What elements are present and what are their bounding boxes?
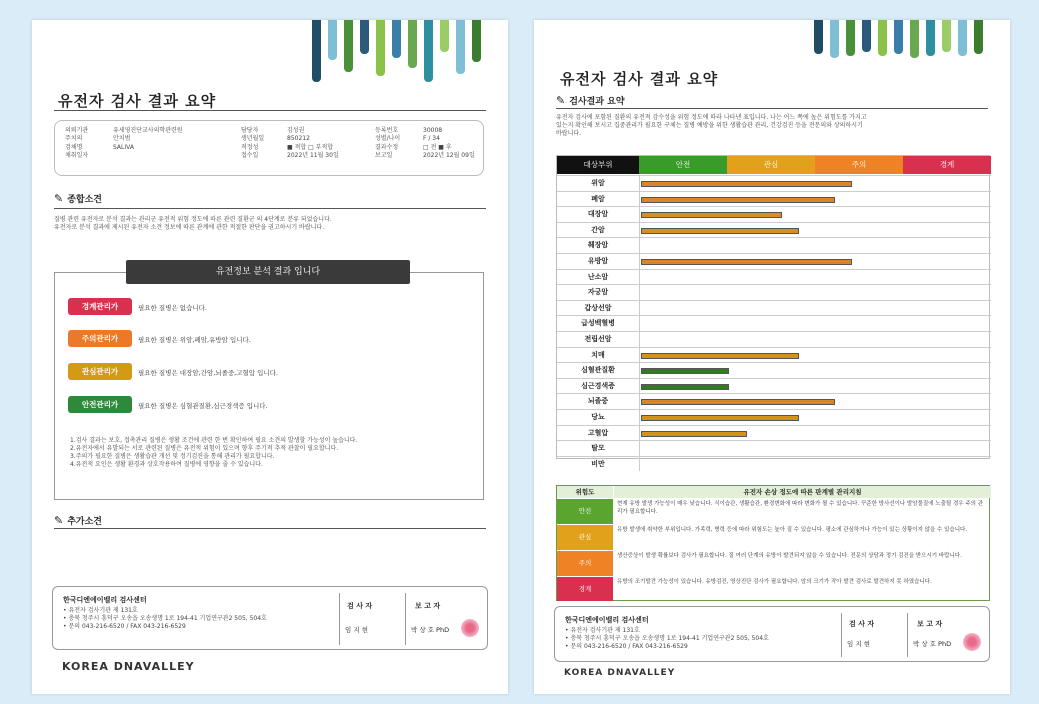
legend-interest: 관심 [727,156,815,174]
footer-org: 한국디엔에이밸리 검사센터 [565,616,649,624]
chart-row [557,191,991,207]
risk-chart [556,155,990,468]
chart-bar [641,212,782,218]
chart-row-label: 위암 [591,179,605,187]
footer-line: • 충북 청주시 흥덕구 오송읍 오송생명 1로 194-41 기업연구관2 505, 504호 [63,615,267,622]
info-label: 적정성 [241,143,259,151]
grade-badge-safe: 안전관리가 [68,396,132,413]
pen-icon: ✎ [54,192,64,205]
mgmt-text: 유방의 조기발견 가능성이 있습니다. 유방검진, 영상진단 검사가 필요합니다. 암의 크기가 작아 발견 검사로 발견하지 못 하였습니다. [617,579,932,585]
info-label: 채취일자 [65,152,89,160]
chart-row-label: 당뇨 [591,413,605,421]
chart-row-label: 고혈압 [587,428,609,437]
page-title: 유전자 검사 결과 요약 [560,70,719,88]
decor-bars [308,20,508,90]
info-value: 유세영진단교사의학관련원 [113,127,183,134]
chart-row-label: 자궁암 [587,288,609,297]
chart-row [557,269,991,285]
chart-row-label: 간암 [591,225,605,234]
chart-bar [641,353,799,359]
patient-info-box [54,120,484,176]
info-value: 김성권 [287,127,305,134]
footer-line: • 유전자 검사기관 제 131호 [63,607,138,614]
info-col2-values [287,127,339,161]
mgmt-text: 생산증상이 발생 확률보다 검사가 필요합니다. 질 여러 단계의 유방이 발견되지 않을 수 있습니다. 전문의 상담과 정기 검진을 받으시기 바랍니다. [617,553,962,559]
legend-target: 대상부위 [557,156,639,174]
info-value [113,152,183,160]
mgmt-label-interest: 관심 [557,525,613,550]
info-value: □ 전 ■ 후 [423,143,452,151]
chart-row [557,378,991,394]
mgmt-text: 현재 유방 발생 가능성이 매우 낮습니다. 식이습관, 생활습관, 환경변화에 따라 변화가 될 수 있습니다. 꾸준한 방사선이나 발암물질에 노출될 경우 주의 관리가 필요합니다. [617,501,984,515]
grade-desc: 필요한 질병은 대장암,간암,뇌졸중,고혈압 입니다. [138,369,279,377]
management-table [556,485,990,601]
chart-row-label: 비만 [591,459,605,468]
mgmt-label-safe: 안전 [557,499,613,524]
chart-row-divider [639,363,640,378]
chart-row [557,175,991,191]
reporter-name: 박 상 호 PhD [913,640,952,648]
chart-row-divider [639,332,640,347]
grade-desc: 필요한 질병은 심혈관질환,심근경색증 입니다. [138,402,268,410]
grade-badge-caution: 주의관리가 [68,330,132,347]
report-page-2 [534,20,1010,694]
report-page-1 [32,20,508,694]
legend-caution: 주의 [815,156,903,174]
mgmt-header-risk: 위험도 [557,486,613,498]
divider [54,110,486,111]
chart-row-label: 대장암 [587,210,609,219]
notes-list [70,437,470,469]
chart-row [557,300,991,316]
chart-row [557,393,991,409]
chart-row [557,253,991,269]
chart-row-divider [639,176,640,191]
mgmt-header-guide: 유전자 손상 정도에 따른 판계별 관리지침 [614,486,991,498]
footer-lines [63,607,267,631]
chart-bar [641,181,852,187]
chart-bar [641,228,799,234]
intro-line: 있는지 확인해 보시고 집중관리가 필요한 구체는 질병 예방을 위한 생활습관 관리, 건강검진 등을 전문의와 상의하시기 [556,122,863,129]
divider [841,613,842,657]
info-label: 결과수정 [375,143,399,151]
info-col1-values [113,127,183,161]
chart-row-divider [639,207,640,222]
info-value: F / 34 [423,135,440,143]
chart-row-divider [639,410,640,425]
seal-stamp-icon [963,633,981,651]
reporter-label: 보 고 자 [415,602,441,610]
info-label: 등록번호 [375,127,399,134]
company-logo: KOREA DNAVALLEY [564,668,676,678]
info-col3-labels [375,127,400,161]
chart-row-divider [639,316,640,331]
chart-row [557,222,991,238]
chart-bar [641,368,729,374]
chart-row-divider [639,426,640,441]
chart-row-divider [639,238,640,253]
divider [556,108,988,109]
info-label: 생년월일 [241,135,265,143]
divider [405,593,406,645]
info-value: 안치범 [113,135,131,143]
chart-row-label: 난소암 [587,272,609,281]
chart-row [557,284,991,300]
pen-icon: ✎ [556,94,566,107]
chart-row [557,315,991,331]
chart-row-label: 폐암 [591,194,605,203]
footer-line: • 충북 청주시 흥덕구 오송읍 오송생명 1로 194-41 기업연구관2 505, 504호 [565,635,769,642]
section-label: 추가소견 [67,517,102,527]
result-banner: 유전정보 분석 결과 입니다 [126,260,410,284]
chart-row-label: 심혈관질환 [581,366,615,375]
reporter-label: 보 고 자 [917,620,943,628]
chart-row-divider [639,285,640,300]
chart-row-label: 탈모 [591,444,605,453]
footer-org: 한국디엔에이밸리 검사센터 [63,596,147,604]
footer-box [52,586,488,650]
note-item: 2.유전자에서 유발되는 서로 관련된 질병은 유전적 위험이 있으며 향후 주기적 추적 관찰이 필요합니다. [70,445,339,452]
chart-row-label: 심근경색증 [581,381,615,390]
chart-row-label: 유방암 [587,257,609,265]
chart-row-label: 급성백혈병 [581,319,615,328]
chart-row [557,237,991,253]
info-label: 검체명 [65,143,83,151]
mgmt-text: 유방 발생에 취약한 부위입니다. 가족력, 병력 등에 따라 위험도는 높아 질 수 있습니다. 평소에 관심하거나 가능이 있는 상황이지 않을 수 있습니다. [617,527,968,533]
grade-badge-boundary: 경계관리가 [68,298,132,315]
info-value: SALIVA [113,143,134,151]
mgmt-label-boundary: 경계 [557,577,613,601]
chart-row [557,347,991,363]
chart-bar [641,197,835,203]
info-label: 담당자 [241,127,259,134]
chart-row-label: 전립선암 [584,335,612,343]
divider [339,593,340,645]
signer-label: 검 사 자 [347,602,373,610]
chart-row [557,409,991,425]
chart-row-divider [639,457,640,472]
chart-row-label: 치매 [591,350,605,359]
footer-line: • 유전자 검사기관 제 131호 [565,627,640,634]
chart-row-divider [639,270,640,285]
section-title-results [556,94,625,107]
chart-bar [641,415,799,421]
info-col1-labels [65,127,88,161]
reporter-name: 박 상 호 PhD [411,626,450,634]
note-item: 1.검사 결과는 보호, 접촉관리 질병은 생활 조건에 관련 한 번 확인하여 필요 소견의 발생할 가능성이 높습니다. [70,437,358,444]
section-label: 종합소견 [67,195,102,205]
info-label: 보고일 [375,152,393,160]
section-title-additional [54,514,102,527]
chart-row-divider [639,441,640,456]
signer-label: 검 사 자 [849,620,875,628]
chart-row-divider [639,301,640,316]
seal-stamp-icon [461,619,479,637]
divider [54,528,486,529]
chart-row-divider [639,223,640,238]
legend-boundary: 경계 [903,156,991,174]
info-col2-labels [241,127,264,161]
chart-row [557,440,991,456]
chart-row-divider [639,394,640,409]
divider [907,613,908,657]
company-logo: KOREA DNAVALLEY [62,660,195,673]
grade-desc: 필요한 질병은 위암,폐암,유방암 입니다. [138,336,251,344]
summary-line: 질병 관련 유전자로 분석 결과는 관리군 유전적 위험 정도에 따른 관련 질환군 의 4단계로 분류 되었습니다. [54,216,332,223]
info-label: 성별/나이 [375,135,401,143]
section-label: 검사결과 요약 [569,97,625,107]
footer-box [554,606,990,662]
grade-desc: 필요한 질병은 없습니다. [138,304,207,312]
decor-bars [810,20,1010,90]
chart-row [557,456,991,472]
pen-icon: ✎ [54,514,64,527]
intro-text [556,114,988,138]
legend-safe: 안전 [639,156,727,174]
info-value: 30008 [423,127,443,134]
footer-line: • 문의 043-216-6520 / FAX 043-216-6529 [63,623,186,630]
summary-line: 유전자로 분석 결과에 제시된 유전자 소견 정보에 따른 관계에 관한 적절한 판단을 권고하시기 바랍니다. [54,224,325,231]
info-label: 주치의 [65,135,83,143]
summary-text [54,216,486,232]
chart-row-divider [639,254,640,269]
chart-bar [641,431,747,437]
chart-row-label: 췌장암 [587,241,609,250]
footer-line: • 문의 043-216-6520 / FAX 043-216-6529 [565,643,688,650]
chart-row [557,331,991,347]
info-label: 접수일 [241,152,259,160]
page-title: 유전자 검사 결과 요약 [58,92,217,110]
info-value: ■ 적합 □ 부적합 [287,143,334,151]
info-value: 850212 [287,135,310,143]
divider [54,208,486,209]
section-title-summary [54,192,102,205]
signer-name: 임 지 현 [847,640,870,648]
info-value: 2022년 12월 09일 [423,152,475,160]
intro-line: 유전자 검사에 포함된 질환의 유전적 감수성을 위험 정도에 따라 나타낸 표입니다. 나는 어느 쪽에 높은 위험도를 가지고 [556,114,867,121]
info-col3-values [423,127,475,161]
chart-row [557,206,991,222]
info-value: 2022년 11월 30일 [287,152,339,160]
chart-bar [641,399,835,405]
intro-line: 바랍니다. [556,130,582,137]
signer-name: 임 지 현 [345,626,368,634]
chart-row-divider [639,379,640,394]
grade-badge-interest: 관심관리가 [68,363,132,380]
chart-bar [641,384,729,390]
chart-row-label: 갑상선암 [584,303,612,312]
chart-row-divider [639,192,640,207]
chart-row [557,362,991,378]
note-item: 3.주의가 필요한 질병은 생활습관 개선 및 정기검진을 통해 관리가 필요합니다. [70,453,275,460]
footer-lines [565,627,769,651]
chart-row-divider [639,348,640,363]
chart-row-label: 뇌졸중 [587,397,609,406]
mgmt-label-caution: 주의 [557,551,613,576]
info-label: 의뢰기관 [65,127,89,134]
chart-row [557,425,991,441]
note-item: 4.유전적 요인은 생활 환경과 상호작용하여 질병에 영향을 줄 수 있습니다. [70,461,263,468]
chart-bar [641,259,852,265]
